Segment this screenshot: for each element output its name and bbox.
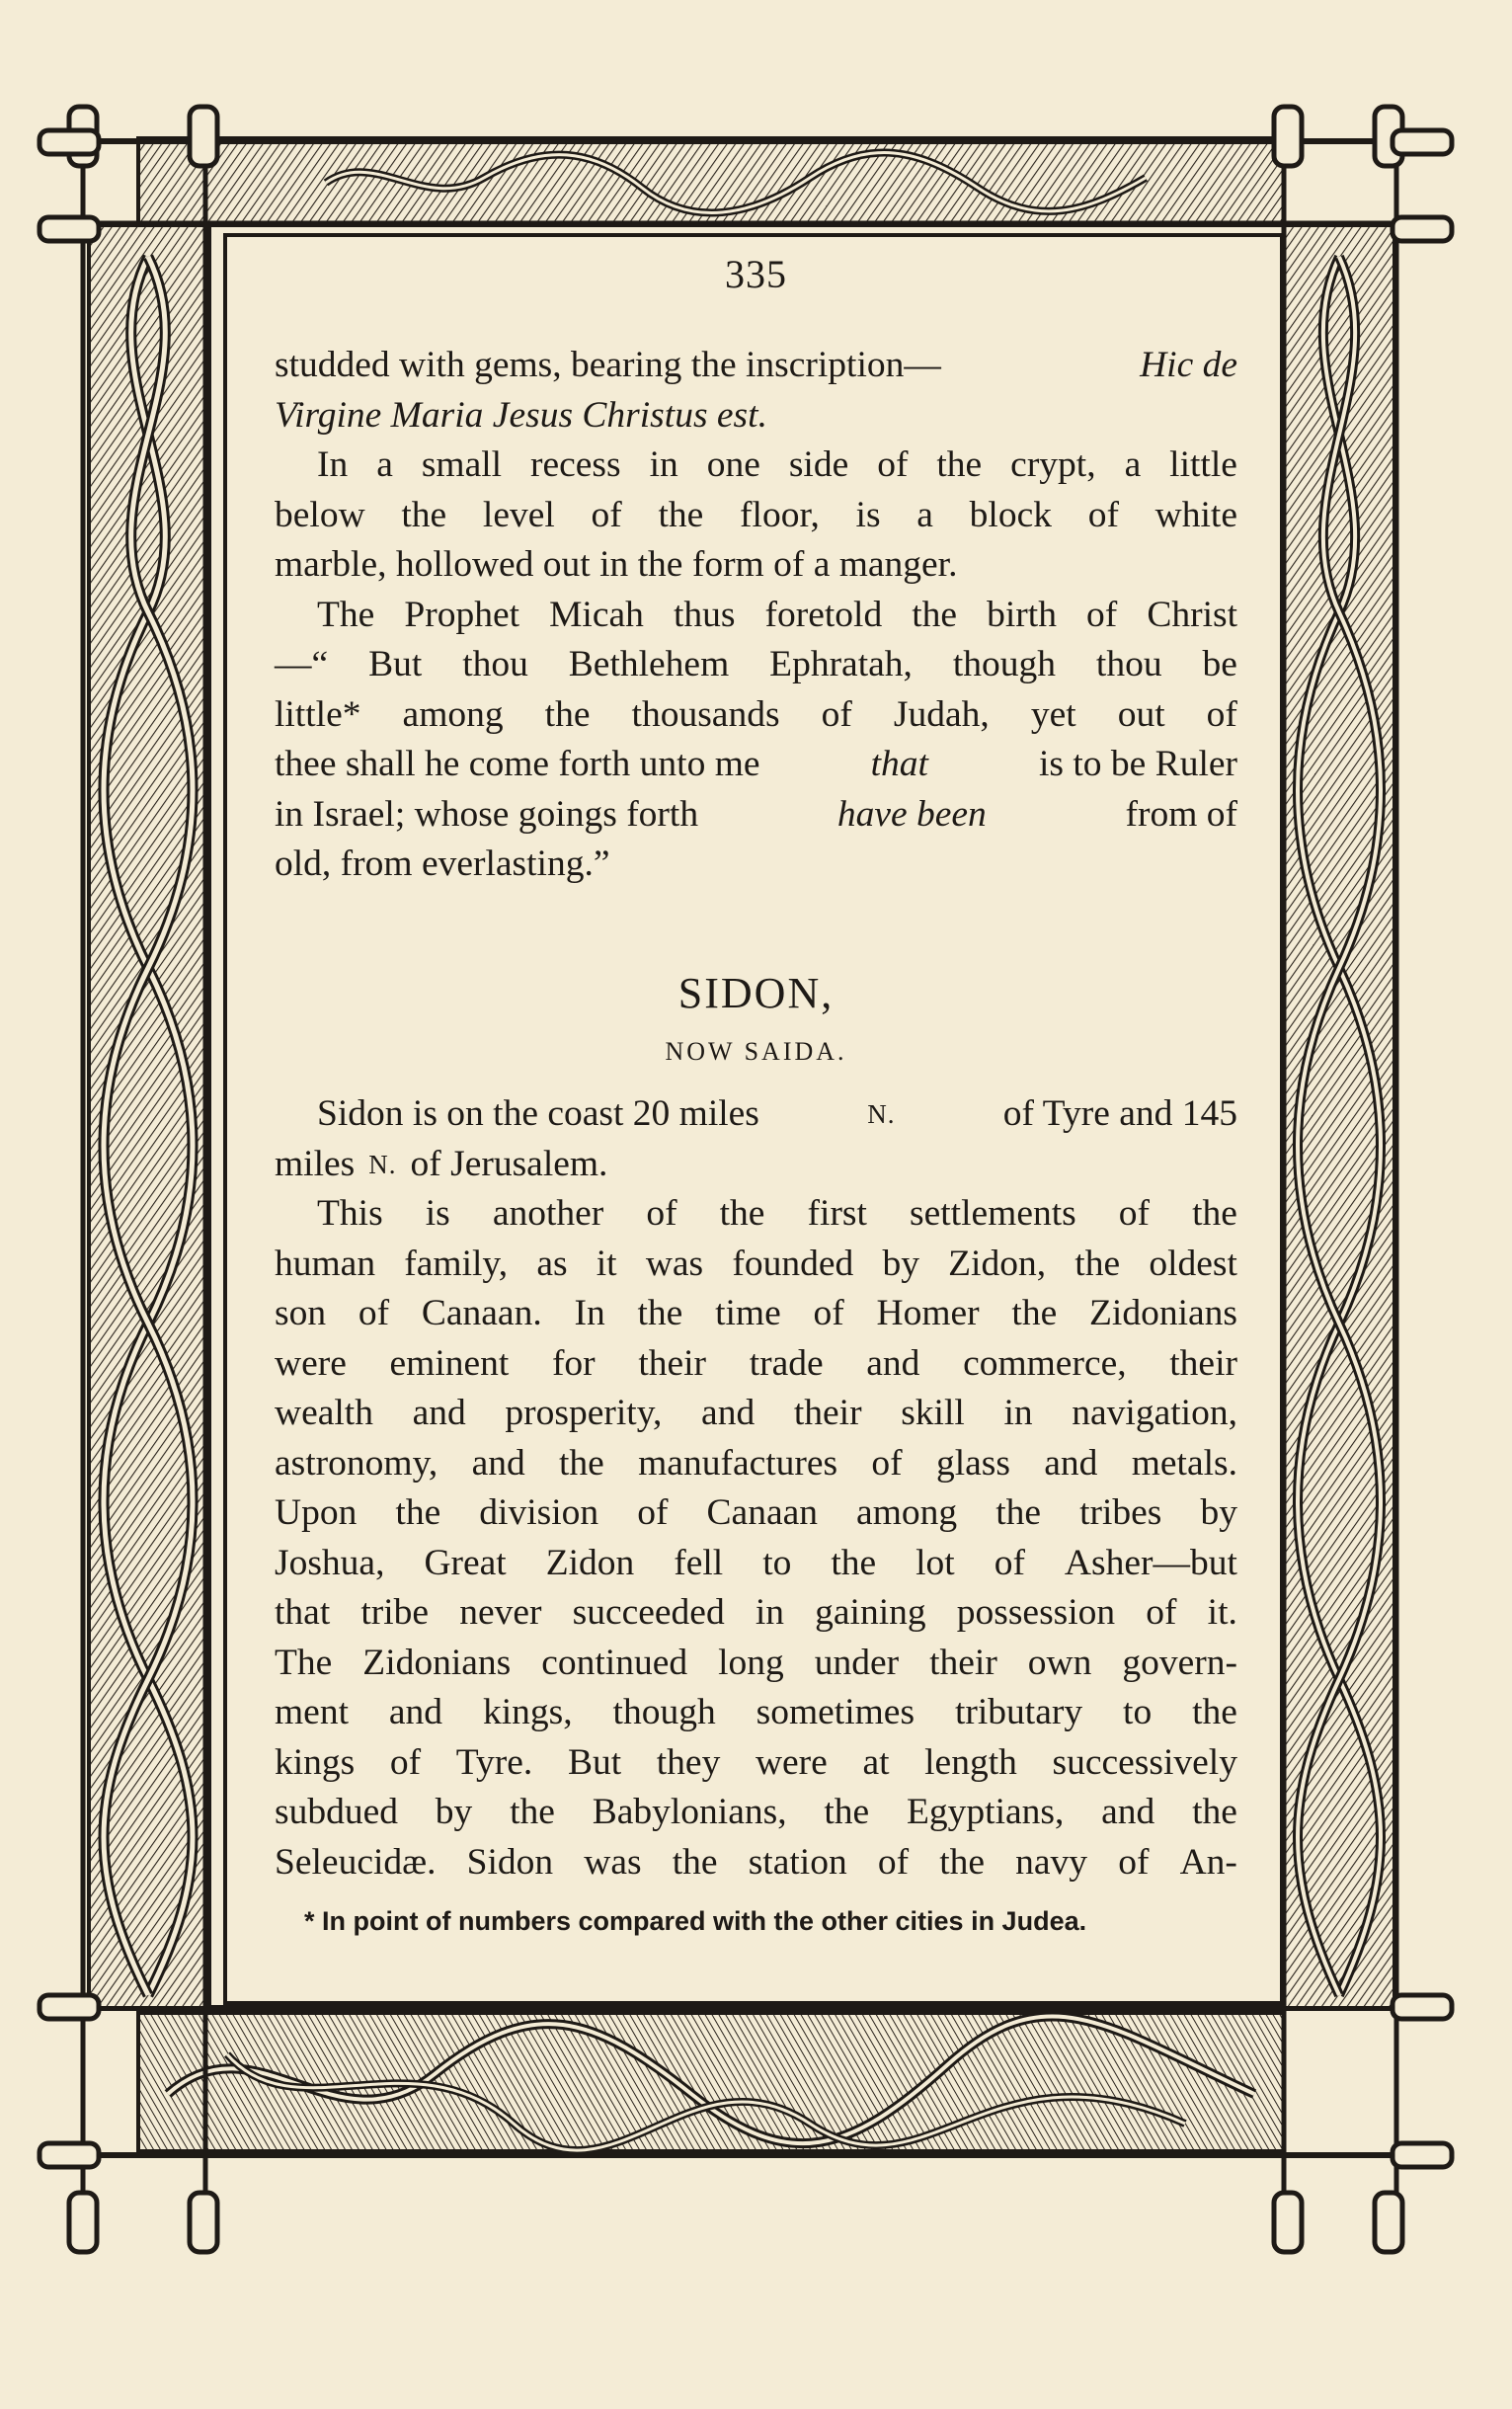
word: the — [510, 1792, 555, 1832]
word: Homer — [876, 1293, 980, 1333]
word: trade — [749, 1342, 824, 1384]
word: the — [544, 693, 591, 735]
word: and — [471, 1442, 525, 1484]
word: of — [1146, 1592, 1177, 1633]
word: In — [317, 444, 349, 485]
word: time — [715, 1293, 781, 1333]
word: prosperity, — [505, 1393, 663, 1433]
word: the — [824, 1792, 870, 1832]
text-line — [275, 1140, 1237, 1190]
text-span: of Jerusalem. — [410, 1143, 608, 1184]
word: they — [656, 1741, 721, 1783]
page-number: 335 — [725, 252, 787, 296]
abbrev-north: N. — [867, 1099, 896, 1129]
text-line — [275, 1240, 1237, 1290]
word: the — [637, 1293, 683, 1333]
word: tribes — [1079, 1492, 1162, 1533]
word: Asher—but — [1064, 1542, 1237, 1583]
word: the — [1192, 1692, 1237, 1732]
text-span: in Israel; whose goings forth — [275, 793, 699, 835]
word: of — [1118, 1193, 1151, 1234]
word: Zidonians — [362, 1642, 512, 1683]
word: that — [275, 1592, 331, 1633]
word: Canaan. — [421, 1293, 542, 1333]
word: Ephratah, — [769, 644, 913, 684]
text-line — [275, 1389, 1237, 1439]
text-span: marble, hollowed out in the form of a manger. — [275, 544, 958, 585]
word: were — [275, 1342, 347, 1384]
word: station — [748, 1841, 847, 1883]
text-line — [275, 1089, 1237, 1140]
word: Great — [424, 1542, 507, 1583]
word: the — [1074, 1243, 1121, 1284]
word: of — [877, 1841, 910, 1883]
text-line — [275, 640, 1237, 690]
word: Christ — [1147, 594, 1237, 635]
emphasis-text: have been — [836, 793, 987, 835]
word: tributary — [954, 1692, 1083, 1732]
word: The — [275, 1642, 333, 1683]
word: by — [435, 1792, 473, 1832]
word: of — [871, 1442, 903, 1484]
word: is — [855, 494, 881, 535]
word: and — [866, 1342, 920, 1384]
text-span: Sidon is on the coast 20 miles — [317, 1093, 759, 1134]
word: This — [317, 1193, 383, 1234]
word: block — [969, 494, 1052, 535]
word: their — [793, 1393, 862, 1433]
word: thou — [462, 644, 528, 684]
word: the — [912, 594, 958, 635]
word: a — [1124, 444, 1142, 485]
text-line — [275, 1838, 1237, 1888]
word: at — [862, 1741, 890, 1783]
word: white — [1154, 494, 1237, 535]
word: the — [395, 1492, 441, 1533]
word: of — [1118, 1841, 1150, 1883]
sidon-section — [275, 1089, 1237, 1887]
section-title: SIDON, — [677, 969, 835, 1017]
word: An- — [1179, 1841, 1237, 1883]
text-span: is to be Ruler — [1038, 744, 1237, 784]
word: navy — [1015, 1841, 1088, 1883]
word: by — [882, 1243, 919, 1284]
word: thus — [673, 594, 736, 635]
word: division — [479, 1492, 599, 1533]
word: and — [701, 1393, 756, 1433]
text-span: from of — [1125, 793, 1237, 835]
word: Zidonians — [1089, 1293, 1237, 1333]
word: as — [536, 1243, 568, 1284]
word: human — [275, 1243, 376, 1284]
text-line — [275, 1688, 1237, 1738]
word: of — [821, 693, 852, 735]
word: it. — [1207, 1592, 1237, 1633]
text-line — [275, 1738, 1237, 1789]
word: Upon — [275, 1492, 358, 1533]
text-line — [275, 441, 1237, 491]
word: Prophet — [404, 594, 520, 635]
word: side — [788, 444, 849, 485]
word: Joshua, — [275, 1542, 385, 1583]
word: successively — [1052, 1741, 1237, 1783]
word: the — [1192, 1193, 1237, 1234]
text-span: miles — [275, 1143, 356, 1184]
word: of — [1087, 494, 1119, 535]
word: in — [1003, 1393, 1033, 1433]
word: crypt, — [1010, 444, 1096, 485]
word: level — [482, 494, 555, 535]
word: to — [762, 1542, 792, 1583]
word: to — [1123, 1692, 1153, 1732]
word: foretold — [764, 594, 883, 635]
word: of — [1206, 693, 1237, 735]
word: the — [672, 1841, 718, 1883]
text-span: thee shall he come forth unto me — [275, 744, 760, 784]
word: never — [459, 1592, 542, 1633]
border-right-pillar — [1284, 109, 1396, 2232]
word: But — [368, 644, 423, 684]
text-line — [275, 1788, 1237, 1838]
word: manufactures — [638, 1442, 838, 1484]
word: of — [646, 1193, 677, 1234]
word: Babylonians, — [592, 1792, 787, 1832]
word: under — [814, 1642, 900, 1683]
word: recess — [530, 444, 621, 485]
word: was — [645, 1243, 704, 1284]
word: founded — [732, 1243, 854, 1284]
word: eminent — [389, 1342, 510, 1384]
word: thousands — [631, 693, 780, 735]
word: metals. — [1131, 1442, 1237, 1484]
word: the — [831, 1542, 877, 1583]
word: Seleucidæ. — [275, 1841, 437, 1883]
word: But — [567, 1741, 622, 1783]
text-span: studded with gems, bearing the inscription— — [275, 345, 941, 385]
text-span: old, from everlasting.” — [275, 843, 610, 884]
word: the — [401, 494, 447, 535]
word: astronomy, — [275, 1442, 438, 1484]
latin-inscription-line — [275, 391, 1237, 442]
word: of — [1086, 594, 1118, 635]
word: Canaan — [706, 1492, 818, 1533]
word: of — [637, 1492, 669, 1533]
word: kings — [275, 1741, 356, 1783]
word: thou — [1095, 644, 1162, 684]
word: though — [952, 644, 1056, 684]
text-line — [275, 540, 1237, 591]
word: birth — [987, 594, 1057, 635]
text-line — [275, 1439, 1237, 1489]
word: the — [658, 494, 704, 535]
word: a — [376, 444, 393, 485]
word: —“ — [275, 644, 329, 684]
word: floor, — [740, 494, 820, 535]
word: little — [1169, 444, 1237, 485]
text-line — [275, 1488, 1237, 1539]
word: of — [994, 1542, 1025, 1583]
word: the — [995, 1492, 1042, 1533]
word: first — [807, 1193, 867, 1234]
word: sometimes — [756, 1692, 915, 1732]
word: the — [1011, 1293, 1058, 1333]
word: little* — [275, 693, 361, 735]
word: long — [718, 1642, 784, 1683]
text-line — [275, 690, 1237, 741]
word: is — [425, 1193, 450, 1234]
word: Egyptians, — [907, 1792, 1065, 1832]
word: another — [492, 1193, 604, 1234]
word: the — [559, 1442, 604, 1484]
word: In — [574, 1293, 605, 1333]
word: their — [638, 1342, 707, 1384]
text-line — [275, 341, 1237, 391]
word: their — [929, 1642, 997, 1683]
word: it — [596, 1243, 617, 1284]
word: their — [1169, 1342, 1237, 1384]
word: Zidon, — [948, 1243, 1047, 1284]
word: in — [649, 444, 678, 485]
border-bottom-band — [40, 2008, 1422, 2155]
word: Sidon — [466, 1841, 554, 1883]
word: Tyre. — [455, 1741, 533, 1783]
word: one — [706, 444, 760, 485]
word: navigation, — [1072, 1393, 1237, 1433]
word: possession — [956, 1592, 1116, 1633]
word: for — [551, 1342, 596, 1384]
text-line — [275, 790, 1237, 841]
border-left-pillar — [83, 109, 209, 2232]
intro-section — [275, 341, 1237, 890]
word: kings, — [482, 1692, 573, 1732]
word: govern- — [1122, 1642, 1237, 1683]
word: though — [612, 1692, 716, 1732]
word: settlements — [910, 1193, 1076, 1234]
latin-inscription-text: Virgine Maria Jesus Christus est. — [275, 394, 767, 436]
word: own — [1027, 1642, 1092, 1683]
word: ment — [275, 1692, 349, 1732]
word: a — [916, 494, 933, 535]
text-line — [275, 1189, 1237, 1240]
word: be — [1202, 644, 1237, 684]
word: among — [402, 693, 504, 735]
word: of — [813, 1293, 844, 1333]
text-line — [275, 1289, 1237, 1339]
footnote: * In point of numbers compared with the other cities in Judea. — [304, 1906, 1087, 1936]
word: of — [358, 1293, 390, 1333]
word: tribe — [360, 1592, 430, 1633]
word: of — [389, 1741, 422, 1783]
text-line — [275, 1339, 1237, 1390]
word: the — [936, 444, 983, 485]
word: family, — [404, 1243, 509, 1284]
word: subdued — [275, 1792, 398, 1832]
word: length — [924, 1741, 1017, 1783]
word: son — [275, 1293, 327, 1333]
word: of — [591, 494, 622, 535]
page-text-area — [275, 0, 1237, 1975]
section-subtitle: NOW SAIDA. — [665, 1037, 847, 1066]
word: fell — [674, 1542, 724, 1583]
word: continued — [541, 1642, 688, 1683]
word: among — [856, 1492, 958, 1533]
word: and — [1044, 1442, 1098, 1484]
word: in — [755, 1592, 784, 1633]
word: and — [1101, 1792, 1155, 1832]
word: glass — [935, 1442, 1010, 1484]
word: the — [719, 1193, 765, 1234]
text-line — [275, 840, 1237, 890]
word: Micah — [549, 594, 644, 635]
word: were — [755, 1741, 828, 1783]
word: below — [275, 494, 365, 535]
word: succeeded — [572, 1592, 725, 1633]
word: small — [421, 444, 503, 485]
word: the — [1192, 1792, 1237, 1832]
word: Bethlehem — [568, 644, 730, 684]
word: wealth — [275, 1393, 373, 1433]
word: oldest — [1149, 1243, 1237, 1284]
word: yet — [1030, 693, 1076, 735]
word: and — [412, 1393, 466, 1433]
word: Judah, — [893, 693, 990, 735]
text-line — [275, 1588, 1237, 1639]
text-line — [275, 591, 1237, 641]
word: out — [1117, 693, 1165, 735]
abbrev-north: N. — [368, 1149, 397, 1179]
word: and — [388, 1692, 443, 1732]
word: was — [584, 1841, 642, 1883]
word: Zidon — [545, 1542, 635, 1583]
word: gaining — [815, 1592, 926, 1633]
text-line — [275, 1639, 1237, 1689]
emphasis-text: that — [870, 744, 928, 784]
text-line — [275, 1539, 1237, 1589]
latin-inscription-part: Hic de — [1140, 345, 1237, 385]
word: skill — [901, 1393, 965, 1433]
word: commerce, — [963, 1342, 1127, 1384]
text-span: of Tyre and 145 — [1002, 1093, 1237, 1134]
word: the — [939, 1841, 986, 1883]
word: by — [1200, 1492, 1237, 1533]
text-line — [275, 491, 1237, 541]
word: The — [317, 594, 375, 635]
word: lot — [915, 1542, 955, 1583]
text-line — [275, 740, 1237, 790]
word: of — [877, 444, 909, 485]
